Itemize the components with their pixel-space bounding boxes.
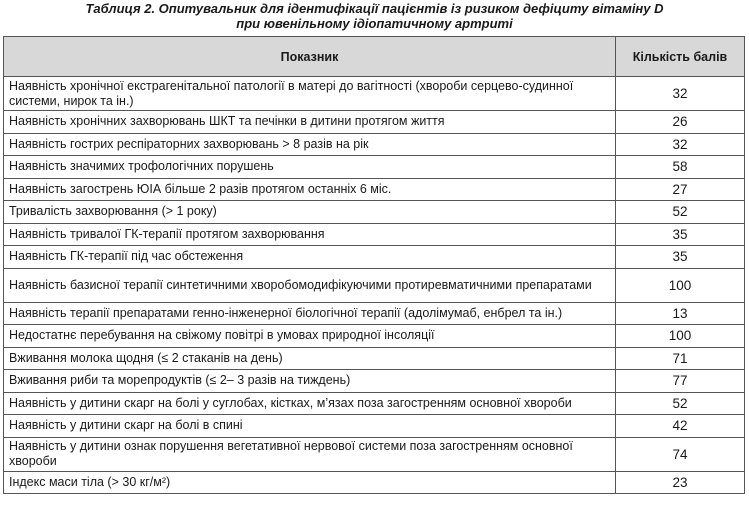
- score-cell: 35: [616, 246, 745, 269]
- indicator-cell: Наявність тривалої ГК-терапії протягом захворювання: [4, 223, 616, 246]
- score-cell: 74: [616, 437, 745, 471]
- score-cell: 71: [616, 347, 745, 370]
- score-cell: 26: [616, 111, 745, 134]
- score-cell: 32: [616, 77, 745, 111]
- table-row: [4, 246, 745, 269]
- caption-line-1: Таблиця 2. Опитувальник для ідентифікації пацієнтів із ризиком дефіциту вітаміну D: [85, 1, 664, 16]
- indicator-cell: Недостатнє перебування на свіжому повітрі в умовах природної інсоляції: [4, 325, 616, 348]
- table-row: [4, 392, 745, 415]
- score-cell: 32: [616, 133, 745, 156]
- table-row: [4, 437, 745, 471]
- table-caption: [0, 0, 749, 35]
- indicator-cell: Вживання риби та морепродуктів (≤ 2– 3 разів на тиждень): [4, 370, 616, 393]
- score-cell: 13: [616, 302, 745, 325]
- indicator-cell: Вживання молока щодня (≤ 2 стаканів на день): [4, 347, 616, 370]
- table-row: [4, 111, 745, 134]
- indicator-cell: Наявність хронічних захворювань ШКТ та печінки в дитини протягом життя: [4, 111, 616, 134]
- score-cell: 23: [616, 471, 745, 494]
- indicator-cell: Наявність ГК-терапії під час обстеження: [4, 246, 616, 269]
- table-row: [4, 415, 745, 438]
- indicator-cell: Індекс маси тіла (> 30 кг/м²): [4, 471, 616, 494]
- table-row: [4, 302, 745, 325]
- score-cell: 52: [616, 392, 745, 415]
- table-row: [4, 133, 745, 156]
- indicator-cell: Наявність хронічної екстрагенітальної патології в матері до вагітності (хвороби серцево-судинної системи, нирок та ін.): [4, 77, 616, 111]
- indicator-cell: Наявність у дитини скарг на болі в спині: [4, 415, 616, 438]
- score-cell: 77: [616, 370, 745, 393]
- questionnaire-table: [3, 36, 745, 494]
- indicator-cell: Наявність у дитини ознак порушення вегетативної нервової системи поза загостренням основної хвороби: [4, 437, 616, 471]
- table-row: [4, 325, 745, 348]
- table-header-row: [4, 37, 745, 77]
- score-cell: 52: [616, 201, 745, 224]
- table-row: [4, 77, 745, 111]
- header-indicator: Показник: [4, 37, 616, 77]
- score-cell: 42: [616, 415, 745, 438]
- table-row: [4, 201, 745, 224]
- table-row: [4, 223, 745, 246]
- indicator-cell: Наявність терапії препаратами генно-інженерної біологічної терапії (адолімумаб, енбрел та ін.): [4, 302, 616, 325]
- score-cell: 100: [616, 325, 745, 348]
- score-cell: 58: [616, 156, 745, 179]
- table-row: [4, 471, 745, 494]
- table-row: [4, 268, 745, 302]
- score-cell: 35: [616, 223, 745, 246]
- score-cell: 100: [616, 268, 745, 302]
- indicator-cell: Наявність базисної терапії синтетичними хворобомодифікуючими протиревматичними препаратами: [4, 268, 616, 302]
- indicator-cell: Тривалість захворювання (> 1 року): [4, 201, 616, 224]
- table-row: [4, 347, 745, 370]
- table-row: [4, 156, 745, 179]
- table-row: [4, 178, 745, 201]
- indicator-cell: Наявність гострих респіраторних захворювань > 8 разів на рік: [4, 133, 616, 156]
- indicator-cell: Наявність загострень ЮІА більше 2 разів протягом останніх 6 міс.: [4, 178, 616, 201]
- indicator-cell: Наявність у дитини скарг на болі у суглобах, кістках, м’язах поза загостренням основної хвороби: [4, 392, 616, 415]
- indicator-cell: Наявність значимих трофологічних порушень: [4, 156, 616, 179]
- table-row: [4, 370, 745, 393]
- header-score: Кількість балів: [616, 37, 745, 77]
- caption-line-2: при ювенільному ідіопатичному артриті: [236, 16, 513, 31]
- score-cell: 27: [616, 178, 745, 201]
